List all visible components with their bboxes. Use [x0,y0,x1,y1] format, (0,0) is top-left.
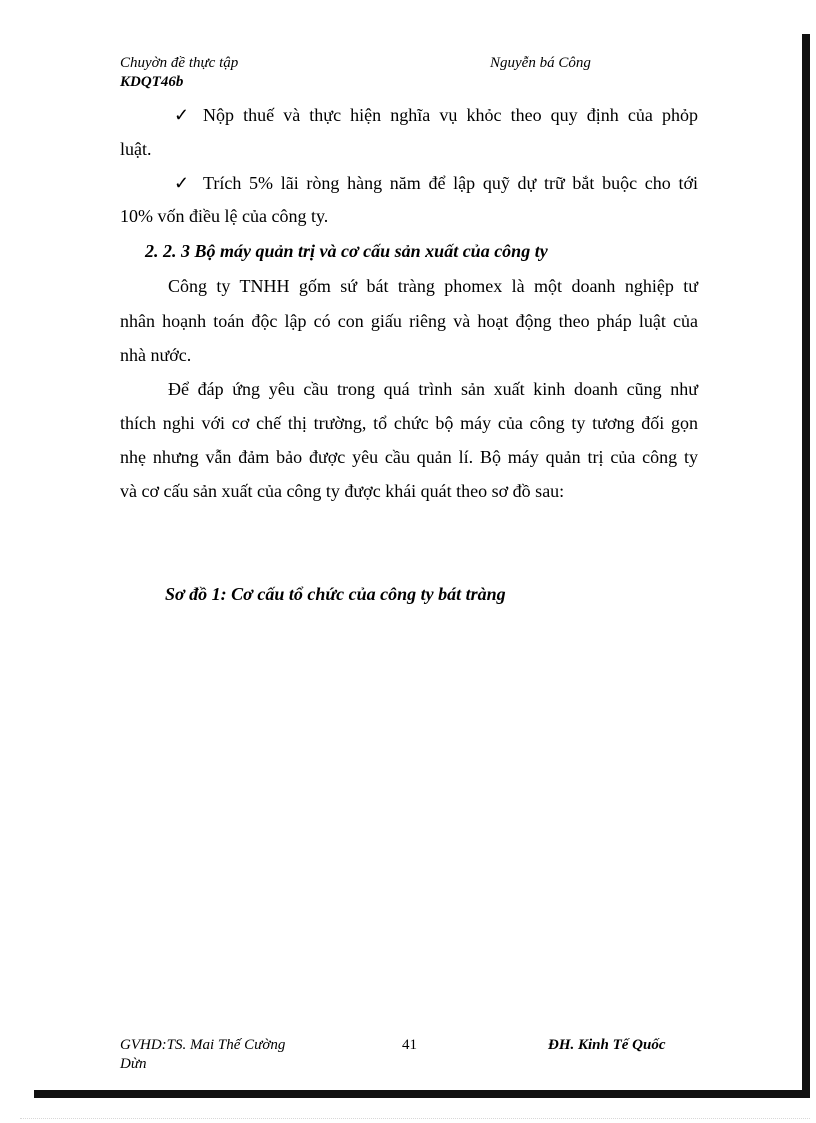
bullet-1-line-1: Nộp thuế và thực hiện nghĩa vụ khỏc theo quy định của phỏp [203,105,698,125]
header-left-class: KDQT46b [120,74,184,90]
paragraph-2-line-2: thích nghi với cơ chế thị trường, tổ chức bộ máy của công ty tương đối gọn [120,413,698,433]
footer-university: ĐH. Kinh Tế Quốc [548,1037,666,1053]
checkmark-icon: ✓ [174,105,190,125]
page-separator [20,1118,810,1119]
header-left-title: Chuyờn đề thực tập [120,55,239,71]
bullet-2-line-1: Trích 5% lãi ròng hàng năm để lập quỹ dự trữ bắt buộc cho tới [203,173,698,193]
footer-supervisor: GVHD:TS. Mai Thế Cường [120,1037,286,1053]
checkmark-icon: ✓ [174,173,190,193]
paragraph-2-line-1: Để đáp ứng yêu cầu trong quá trình sản xuất kinh doanh cũng như [168,379,698,399]
bullet-1-line-2: luật. [120,139,152,159]
page-shadow-right [802,34,810,1096]
paragraph-1-line-1: Công ty TNHH gốm sứ bát tràng phomex là một doanh nghiệp tư [168,276,698,296]
footer-supervisor-cont: Dừn [120,1056,147,1072]
paragraph-2-line-4: và cơ cấu sản xuất của công ty được khái quát theo sơ đồ sau: [120,481,565,501]
paragraph-1-line-2: nhân hoạnh toán độc lập có con giấu riêng và hoạt động theo pháp luật của [120,311,698,331]
header-author: Nguyễn bá Công [490,55,591,71]
bullet-2-line-2: 10% vốn điều lệ của công ty. [120,206,329,226]
diagram-caption: Sơ đồ 1: Cơ cấu tổ chức của công ty bát tràng [165,584,506,604]
paragraph-2-line-3: nhẹ nhưng vẫn đảm bảo được yêu cầu quản lí. Bộ máy quản trị của công ty [120,447,698,467]
page-shadow-bottom [34,1090,810,1098]
paragraph-1-line-3: nhà nước. [120,345,192,365]
section-heading: 2. 2. 3 Bộ máy quản trị và cơ cấu sản xuất của công ty [145,241,548,261]
page-number: 41 [402,1037,417,1053]
